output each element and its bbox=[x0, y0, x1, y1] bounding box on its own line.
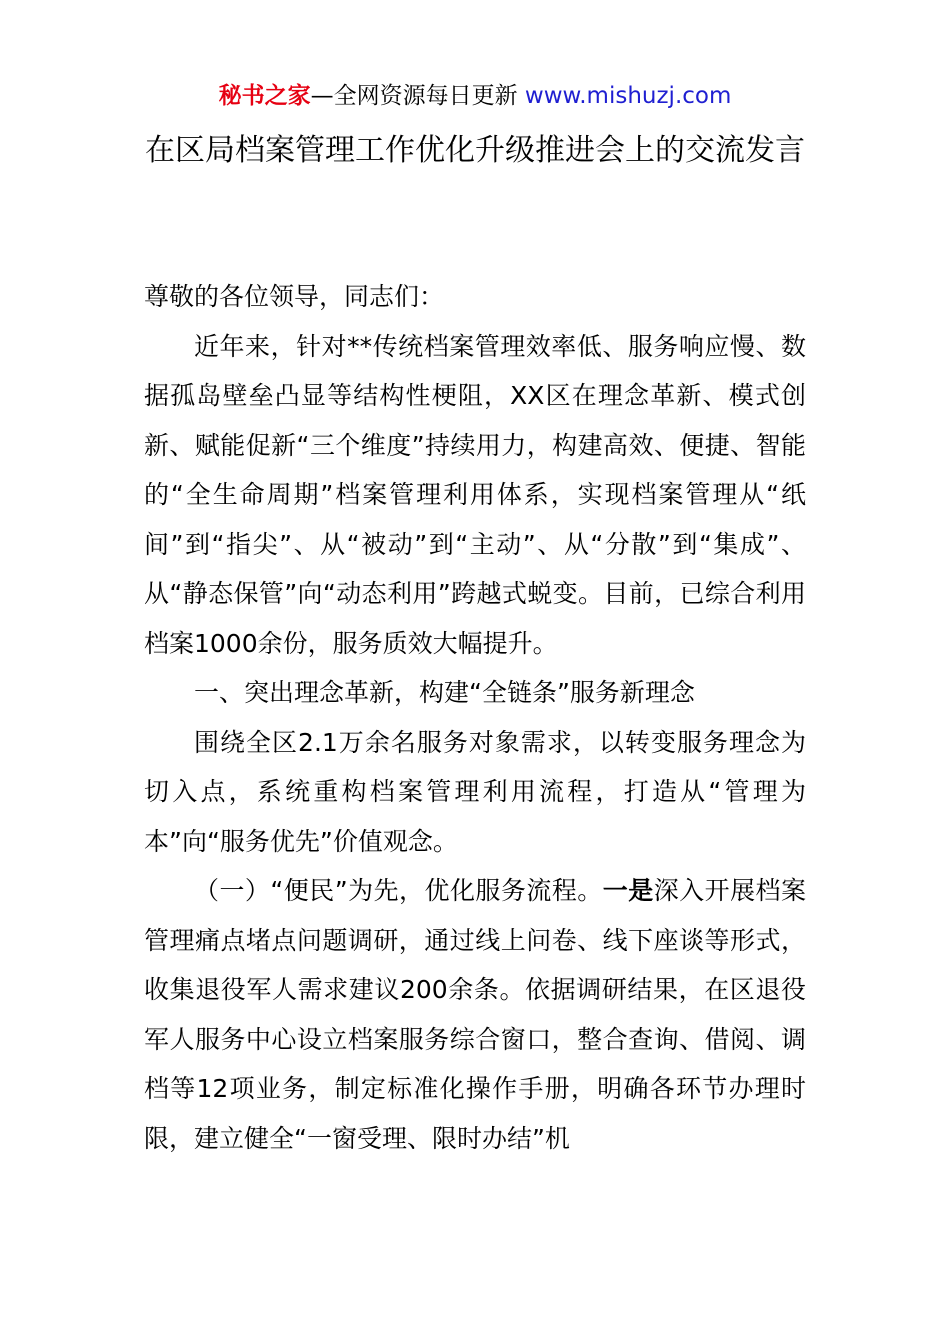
brand-name: 秘书之家 bbox=[218, 83, 311, 109]
document-title: 在区局档案管理工作优化升级推进会上的交流发言 bbox=[145, 133, 805, 168]
header-tagline: —全网资源每日更新 bbox=[310, 83, 525, 109]
site-header bbox=[0, 80, 950, 112]
subsection-lead: （一）“便民”为先，优化服务流程。 bbox=[194, 876, 603, 905]
subsection-paragraph bbox=[144, 866, 806, 1163]
site-url-link[interactable]: www.mishuzj.com bbox=[524, 83, 732, 109]
intro-paragraph: 近年来，针对**传统档案管理效率低、服务响应慢、数据孤岛壁垒凸显等结构性梗阻，XX区在理念革新、模式创新、赋能促新“三个维度”持续用力，构建高效、便捷、智能的“全生命周期”档案管理利用体系，实现档案管理从“纸间”到“指尖”、从“被动”到“主动”、从“分散”到“集成”、从“静态保管”向“动态利用”跨越式蜕变。目前，已综合利用档案1000余份，服务质效大幅提升。 bbox=[144, 331, 806, 658]
section-paragraph: 围绕全区2.1万余名服务对象需求，以转变服务理念为切入点，系统重构档案管理利用流程，打造从“管理为本”向“服务优先”价值观念。 bbox=[144, 727, 806, 856]
subsection-bold-marker: 一是 bbox=[602, 876, 654, 905]
document-body bbox=[144, 272, 806, 1163]
subsection-body: 深入开展档案管理痛点堵点问题调研，通过线上问卷、线下座谈等形式，收集退役军人需求建议200余条。依据调研结果，在区退役军人服务中心设立档案服务综合窗口，整合查询、借阅、调档等12项业务，制定标准化操作手册，明确各环节办理时限，建立健全“一窗受理、限时办结”机 bbox=[144, 876, 806, 1153]
salutation: 尊敬的各位领导，同志们： bbox=[144, 282, 445, 311]
section-heading: 一、突出理念革新，构建“全链条”服务新理念 bbox=[194, 678, 695, 707]
